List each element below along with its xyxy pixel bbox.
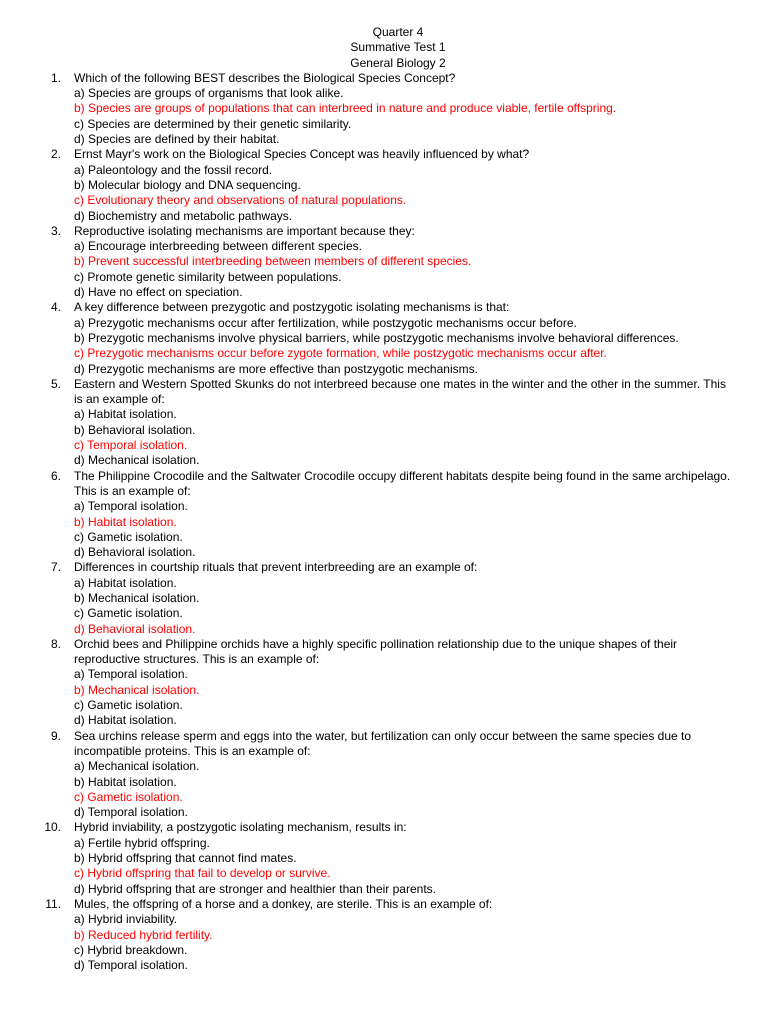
- question-text: Eastern and Western Spotted Skunks do not interbreed because one mates in the winter and the other in the summer. This is an example of:: [74, 376, 726, 407]
- answer-option: c) Gametic isolation.: [74, 529, 183, 544]
- answer-option: b) Molecular biology and DNA sequencing.: [74, 177, 301, 192]
- answer-option: b) Habitat isolation.: [74, 774, 177, 789]
- question-item: [0, 729, 768, 821]
- correct-answer-option: c) Gametic isolation.: [74, 789, 183, 804]
- correct-answer-option: b) Mechanical isolation.: [74, 682, 200, 697]
- correct-answer-option: c) Temporal isolation.: [74, 438, 188, 453]
- answer-option: c) Gametic isolation.: [74, 606, 183, 621]
- correct-answer-option: b) Habitat isolation.: [74, 514, 177, 529]
- answer-option: a) Species are groups of organisms that look alike.: [74, 86, 344, 101]
- answer-option: a) Habitat isolation.: [74, 407, 177, 422]
- answer-option: a) Paleontology and the fossil record.: [74, 162, 273, 177]
- correct-answer-option: d) Behavioral isolation.: [74, 621, 196, 636]
- answer-option: b) Behavioral isolation.: [74, 422, 196, 437]
- answer-option: a) Encourage interbreeding between different species.: [74, 239, 362, 254]
- answer-option: a) Mechanical isolation.: [74, 759, 200, 774]
- answer-option: a) Temporal isolation.: [74, 667, 188, 682]
- question-item: [0, 147, 768, 223]
- document-header: [28, 25, 768, 71]
- answer-option: d) Mechanical isolation.: [74, 453, 200, 468]
- correct-answer-option: b) Species are groups of populations that can interbreed in nature and produce viable, fertile offspring.: [74, 101, 617, 116]
- answer-option: b) Prezygotic mechanisms involve physical barriers, while postzygotic mechanisms involve behavioral differences.: [74, 330, 679, 345]
- quarter-heading: Quarter 4: [372, 25, 424, 39]
- question-text: The Philippine Crocodile and the Saltwater Crocodile occupy different habitats despite being found in the same archipelago. This is an example of:: [74, 468, 731, 498]
- answer-option: b) Hybrid offspring that cannot find mates.: [74, 851, 297, 866]
- answer-option: c) Species are determined by their genetic similarity.: [74, 116, 352, 131]
- question-text: Reproductive isolating mechanisms are important because they:: [74, 223, 415, 238]
- question-number: 5.: [50, 376, 61, 391]
- answer-option: d) Prezygotic mechanisms are more effective than postzygotic mechanisms.: [74, 361, 478, 376]
- correct-answer-option: c) Hybrid offspring that fail to develop or survive.: [74, 866, 331, 881]
- correct-answer-option: b) Prevent successful interbreeding between members of different species.: [74, 254, 472, 269]
- question-text: Hybrid inviability, a postzygotic isolating mechanism, results in:: [74, 820, 407, 835]
- question-number: 6.: [50, 468, 61, 483]
- question-number: 7.: [50, 560, 61, 575]
- question-item: [0, 224, 768, 300]
- answer-option: c) Promote genetic similarity between populations.: [74, 269, 342, 284]
- answer-option: a) Prezygotic mechanisms occur after fertilization, while postzygotic mechanisms occur before.: [74, 315, 577, 330]
- question-text: Orchid bees and Philippine orchids have a highly specific pollination relationship due to the unique shapes of their reproductive structures. This is an example of:: [74, 636, 678, 667]
- question-text: Differences in courtship rituals that prevent interbreeding are an example of:: [74, 560, 478, 575]
- question-text: A key difference between prezygotic and postzygotic isolating mechanisms is that:: [74, 300, 510, 315]
- question-text: Which of the following BEST describes the Biological Species Concept?: [74, 70, 456, 85]
- question-number: 2.: [50, 147, 61, 162]
- answer-option: c) Gametic isolation.: [74, 698, 183, 713]
- question-number: 3.: [50, 223, 61, 238]
- answer-option: a) Temporal isolation.: [74, 499, 188, 514]
- answer-option: a) Fertile hybrid offspring.: [74, 835, 210, 850]
- question-number: 9.: [50, 728, 61, 743]
- question-text: Mules, the offspring of a horse and a donkey, are sterile. This is an example of:: [74, 896, 493, 911]
- question-item: [0, 300, 768, 376]
- answer-option: d) Behavioral isolation.: [74, 545, 196, 560]
- answer-option: d) Species are defined by their habitat.: [74, 132, 280, 147]
- question-item: [0, 637, 768, 729]
- answer-option: a) Habitat isolation.: [74, 575, 177, 590]
- question-number: 10.: [44, 820, 61, 835]
- answer-option: c) Hybrid breakdown.: [74, 942, 188, 957]
- question-number: 4.: [50, 300, 61, 315]
- question-item: [0, 560, 768, 636]
- subject-title: General Biology 2: [350, 55, 446, 70]
- correct-answer-option: c) Prezygotic mechanisms occur before zygote formation, while postzygotic mechanisms occur after.: [74, 346, 607, 361]
- answer-option: d) Have no effect on speciation.: [74, 285, 243, 300]
- question-list: [0, 71, 768, 974]
- question-item: [0, 820, 768, 896]
- question-text: Ernst Mayr's work on the Biological Species Concept was heavily influenced by what?: [74, 147, 530, 162]
- question-number: 11.: [45, 896, 61, 911]
- question-item: [0, 469, 768, 561]
- answer-option: d) Temporal isolation.: [74, 958, 188, 973]
- answer-option: d) Habitat isolation.: [74, 713, 177, 728]
- answer-option: d) Biochemistry and metabolic pathways.: [74, 208, 293, 223]
- question-item: [0, 71, 768, 147]
- correct-answer-option: b) Reduced hybrid fertility.: [74, 927, 213, 942]
- answer-option: d) Temporal isolation.: [74, 805, 188, 820]
- question-number: 8.: [50, 636, 61, 651]
- answer-option: a) Hybrid inviability.: [74, 912, 178, 927]
- question-number: 1.: [50, 70, 61, 85]
- question-text: Sea urchins release sperm and eggs into the water, but fertilization can only occur between the same species due to incompatible proteins. This is an example of:: [74, 728, 692, 758]
- question-item: [0, 377, 768, 469]
- answer-option: b) Mechanical isolation.: [74, 590, 200, 605]
- test-title: Summative Test 1: [350, 40, 446, 55]
- question-item: [0, 897, 768, 973]
- correct-answer-option: c) Evolutionary theory and observations of natural populations.: [74, 193, 407, 208]
- answer-option: d) Hybrid offspring that are stronger and healthier than their parents.: [74, 881, 436, 896]
